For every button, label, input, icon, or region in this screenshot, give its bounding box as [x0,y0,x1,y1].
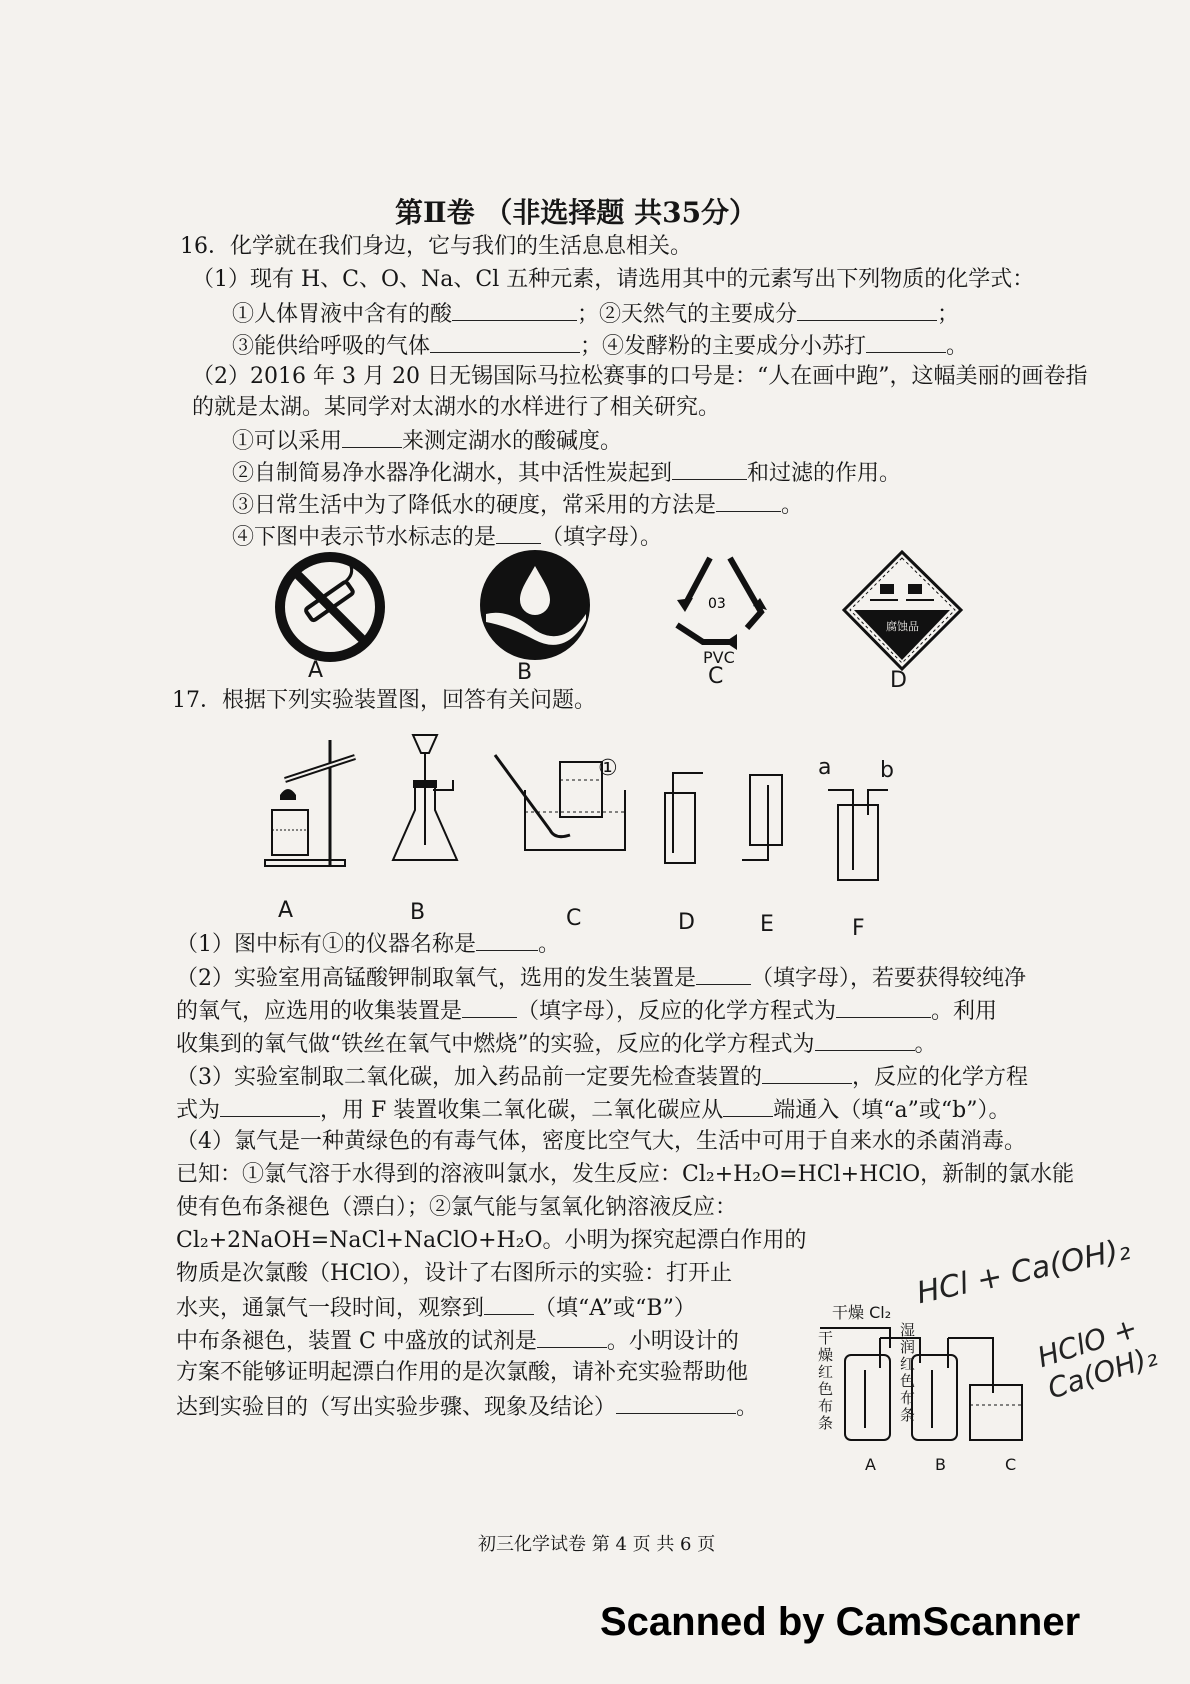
q16-p2-intro2: 的就是太湖。某同学对太湖水的水样进行了相关研究。 [192,395,721,420]
q16-p2-c: ③日常生活中为了降低水的硬度，常采用的方法是 。 [232,489,803,521]
q17-p3-l2a: 式为 [176,1098,221,1123]
q17-p3-l2b: ，用 F 装置收集二氧化碳，二氧化碳应从 [320,1098,724,1123]
q17-p3-l2 [176,1094,1010,1126]
answer-blank[interactable] [496,521,541,544]
apparatus-b-flask-icon [385,730,465,870]
q17-p2-l3: 收集到的氧气做“铁丝在氧气中燃烧”的实验，反应的化学方程式为 。 [176,1028,937,1060]
q16-p2-d [232,521,662,553]
q16-p2-b-text1: ②自制简易净水器净化湖水，其中活性炭起到 [232,461,673,486]
handwritten-note-1: HCl + Ca(OH)₂ [913,1231,1134,1312]
q17-p4-l5: 物质是次氯酸（HClO），设计了右图所示的实验：打开止 [176,1261,733,1286]
apparatus-f-bottle-icon [823,780,898,885]
q16-p2-d-text2: （填字母）。 [541,525,663,550]
q16-p1-line1: ①人体胃液中含有的酸 ；②天然气的主要成分 ； [232,298,959,330]
q17-p2-l2c: 。利用 [931,999,998,1024]
no-smoking-sign-icon [275,552,385,662]
fig-label-a: A [865,1455,876,1474]
camscanner-watermark: Scanned by CamScanner [600,1600,1081,1644]
corrosive-sign-icon [840,548,965,673]
answer-blank[interactable] [836,995,931,1018]
q17-p4-l9-text: 达到实验目的（写出实验步骤、现象及结论） [176,1395,617,1420]
apparatus-label-e: E [760,912,774,937]
q16-p2-b [232,457,901,489]
recycle-pvc-sign-icon [665,550,775,650]
answer-blank[interactable] [723,1094,773,1117]
apparatus-label-c: C [566,906,582,931]
page-footer: 初三化学试卷 第 4 页 共 6 页 [478,1534,716,1555]
q17-p4-l1: （4）氯气是一种黄绿色的有毒气体，密度比空气大，生活中可用于自来水的杀菌消毒。 [176,1129,1026,1154]
q17-p2-l3a: 收集到的氧气做“铁丝在氧气中燃烧”的实验，反应的化学方程式为 [176,1032,815,1057]
fig-dry-cl2: 干燥 Cl₂ [832,1303,892,1322]
q17-p4-l6a: 水夹，通氯气一段时间，观察到 [176,1296,485,1321]
answer-blank[interactable] [430,330,580,353]
q17-p2-l2a: 的氧气，应选用的收集装置是 [176,999,463,1024]
section-title: 第Ⅱ卷 （非选择题 共35分） [395,196,758,229]
q17-p1: （1）图中标有①的仪器名称是 。 [176,928,560,960]
apparatus-d-bottle-icon [655,768,715,868]
q17-p4-l6b: （填“A”或“B”） [534,1296,696,1321]
fig-dry-cloth: 干燥红色布条 [818,1329,834,1432]
q17-p2-l1a: （2）实验室用高锰酸钾制取氧气，选用的发生装置是 [176,966,696,991]
q16-p2-c-text: ③日常生活中为了降低水的硬度，常采用的方法是 [232,493,717,518]
apparatus-e-bottle-icon [740,770,800,875]
port-b: b [880,758,894,783]
q17-p2-l1 [176,962,1026,994]
answer-blank[interactable] [815,1028,915,1051]
q17-p3-l1b: ，反应的化学方程 [852,1065,1029,1090]
answer-blank[interactable] [797,298,937,321]
q17-p4-l8: 方案不能够证明起漂白作用的是次氯酸，请补充实验帮助他 [176,1360,749,1385]
answer-blank[interactable] [672,457,747,480]
fig-label-c: C [1005,1455,1017,1474]
q16-p1-b: ；②天然气的主要成分 [577,302,798,327]
sign-label-c: C [708,664,724,689]
q16-p2-intro: （2）2016 年 3 月 20 日无锡国际马拉松赛事的口号是：“人在画中跑”，这幅美丽的画卷指 [192,364,1088,389]
sign-label-b: B [517,660,533,685]
port-a: a [818,755,832,780]
answer-blank[interactable] [220,1094,320,1117]
q17-p3-l2c: 端通入（填“a”或“b”）。 [773,1098,1011,1123]
apparatus-label-d: D [678,910,695,935]
q16-p2-a-text1: ①可以采用 [232,429,343,454]
corrosive-text: 腐蚀品 [886,620,919,633]
q17-p4-l4: Cl₂+2NaOH=NaCl+NaClO+H₂O。小明为探究起漂白作用的 [176,1228,807,1253]
apparatus-label-b: B [410,900,426,925]
q16-p2-b-text2: 和过滤的作用。 [747,461,902,486]
answer-blank[interactable] [762,1061,852,1084]
q16-p1-c: ③能供给呼吸的气体 [232,334,431,359]
marker-1: ① [598,756,618,781]
q17-p2-l1b: （填字母），若要获得较纯净 [751,966,1027,991]
answer-blank[interactable] [462,995,517,1018]
pvc-text: PVC [703,648,735,667]
q16-stem: 16．化学就在我们身边，它与我们的生活息息相关。 [180,234,692,259]
answer-blank[interactable] [342,425,402,448]
answer-blank[interactable] [696,962,751,985]
apparatus-a-heating-setup-icon [260,735,360,870]
q17-p4-l6 [176,1292,696,1324]
q17-p3-l1 [176,1061,1028,1093]
q17-p3-l1a: （3）实验室制取二氧化碳，加入药品前一定要先检查装置的 [176,1065,762,1090]
q16-p2-a-text2: 来测定湖水的酸碱度。 [402,429,623,454]
q16-p1-line2: ③能供给呼吸的气体 ；④发酵粉的主要成分小苏打 。 [232,330,968,362]
answer-blank[interactable] [537,1325,607,1348]
q17-p4-l7 [176,1325,739,1357]
handwritten-note-2: HClO + Ca(OH)₂ [1033,1311,1162,1406]
fig-wet-cloth: 湿润红色布条 [900,1321,916,1424]
q17-p4-l7a: 中布条褪色，装置 C 中盛放的试剂是 [176,1329,537,1354]
q17-stem: 17．根据下列实验装置图，回答有关问题。 [172,688,596,713]
apparatus-label-f: F [852,916,865,941]
answer-blank[interactable] [484,1292,534,1315]
water-saving-sign-icon [478,548,593,663]
q17-p2-l2 [176,995,997,1027]
sign-label-a: A [308,658,324,683]
sign-label-d: D [890,668,907,693]
q17-p4-l3: 使有色布条褪色（漂白）；②氯气能与氢氧化钠溶液反应： [176,1195,738,1220]
q17-p4-l7b: 。小明设计的 [606,1329,739,1354]
q17-p4-l2: 已知：①氯气溶于水得到的溶液叫氯水，发生反应：Cl₂+H₂O=HCl+HClO，新制的氯水能 [176,1162,1075,1187]
q17-p2-l2b: （填字母），反应的化学方程式为 [517,999,837,1024]
q16-p1-d: ；④发酵粉的主要成分小苏打 [580,334,867,359]
q16-p2-d-text1: ④下图中表示节水标志的是 [232,525,497,550]
pvc-code: 03 [708,596,726,612]
fig-label-b: B [935,1455,946,1474]
q17-p4-l9: 达到实验目的（写出实验步骤、现象及结论） 。 [176,1391,758,1423]
answer-blank[interactable] [616,1391,736,1414]
answer-blank[interactable] [452,298,577,321]
answer-blank[interactable] [476,928,538,951]
q17-p1-text: （1）图中标有①的仪器名称是 [176,932,476,957]
q16-p2-a [232,425,622,457]
chlorine-experiment-figure [820,1310,1035,1460]
apparatus-label-a: A [278,898,294,923]
answer-blank[interactable] [866,330,946,353]
q16-p1-a: ①人体胃液中含有的酸 [232,302,453,327]
answer-blank[interactable] [716,489,781,512]
q16-p1-intro: （1）现有 H、C、O、Na、Cl 五种元素，请选用其中的元素写出下列物质的化学式： [192,267,1035,292]
